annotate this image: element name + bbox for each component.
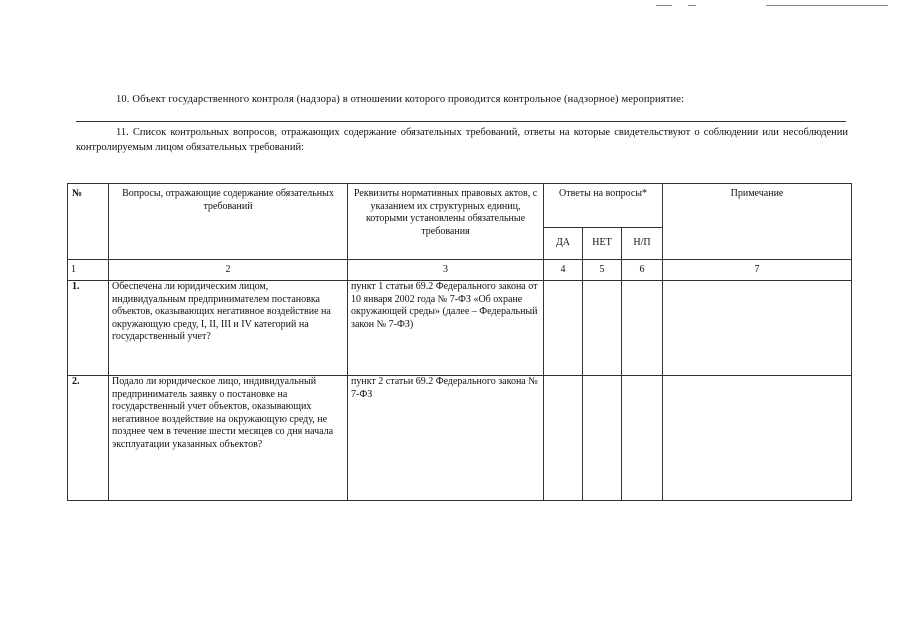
column-number: 6 — [622, 260, 663, 281]
header-no: НЕТ — [583, 228, 622, 260]
scan-mark — [766, 5, 888, 6]
column-number-row — [68, 260, 852, 281]
scan-mark — [688, 5, 696, 6]
header-answers: Ответы на вопросы* — [544, 184, 663, 228]
answer-yes-cell[interactable] — [544, 281, 583, 376]
answer-na-cell[interactable] — [622, 281, 663, 376]
row-requisite: пункт 1 статьи 69.2 Федерального закона от 10 января 2002 года № 7-ФЗ «Об охране окружающей среды» (далее – Федеральный закон № 7-ФЗ) — [348, 281, 544, 376]
column-number: 7 — [663, 260, 852, 281]
note-cell[interactable] — [663, 376, 852, 501]
answer-yes-cell[interactable] — [544, 376, 583, 501]
column-number: 4 — [544, 260, 583, 281]
scan-mark — [656, 5, 672, 6]
row-requisite: пункт 2 статьи 69.2 Федерального закона № 7-ФЗ — [348, 376, 544, 501]
underline-rule — [76, 121, 846, 122]
header-questions: Вопросы, отражающие содержание обязательных требований — [109, 184, 348, 260]
answer-no-cell[interactable] — [583, 281, 622, 376]
column-number: 3 — [348, 260, 544, 281]
row-question: Подало ли юридическое лицо, индивидуальный предприниматель заявку о постановке на государственный учет объектов, оказывающих негативное воздействие на окружающую среду, не позднее чем в течение шести месяцев со дня начала эксплуатации указанных объектов? — [109, 376, 348, 501]
table-row — [68, 376, 852, 501]
header-requisites: Реквизиты нормативных правовых актов, с указанием их структурных единиц, которыми установлены обязательные требования — [348, 184, 544, 260]
column-number: 5 — [583, 260, 622, 281]
answer-na-cell[interactable] — [622, 376, 663, 501]
column-number: 2 — [109, 260, 348, 281]
item-11-paragraph: 11. Список контрольных вопросов, отражающих содержание обязательных требований, ответы на которые свидетельствуют о соблюдении или несоблюдении контролируемым лицом обязательных требований: — [76, 127, 848, 153]
column-number: 1 — [68, 260, 109, 281]
row-number: 1. — [68, 281, 109, 376]
item-10-paragraph: 10. Объект государственного контроля (надзора) в отношении которого проводится контрольное (надзорное) мероприятие: — [116, 94, 685, 105]
header-num: № — [68, 184, 109, 260]
header-row — [68, 184, 852, 228]
header-na: Н/П — [622, 228, 663, 260]
answer-no-cell[interactable] — [583, 376, 622, 501]
row-question: Обеспечена ли юридическим лицом, индивидуальным предпринимателем постановка объектов, оказывающих негативное воздействие на окружающую среду, I, II, III и IV категорий на государственный учет? — [109, 281, 348, 376]
row-number: 2. — [68, 376, 109, 501]
checklist-table — [67, 183, 852, 501]
table-row — [68, 281, 852, 376]
header-note: Примечание — [663, 184, 852, 260]
header-yes: ДА — [544, 228, 583, 260]
note-cell[interactable] — [663, 281, 852, 376]
